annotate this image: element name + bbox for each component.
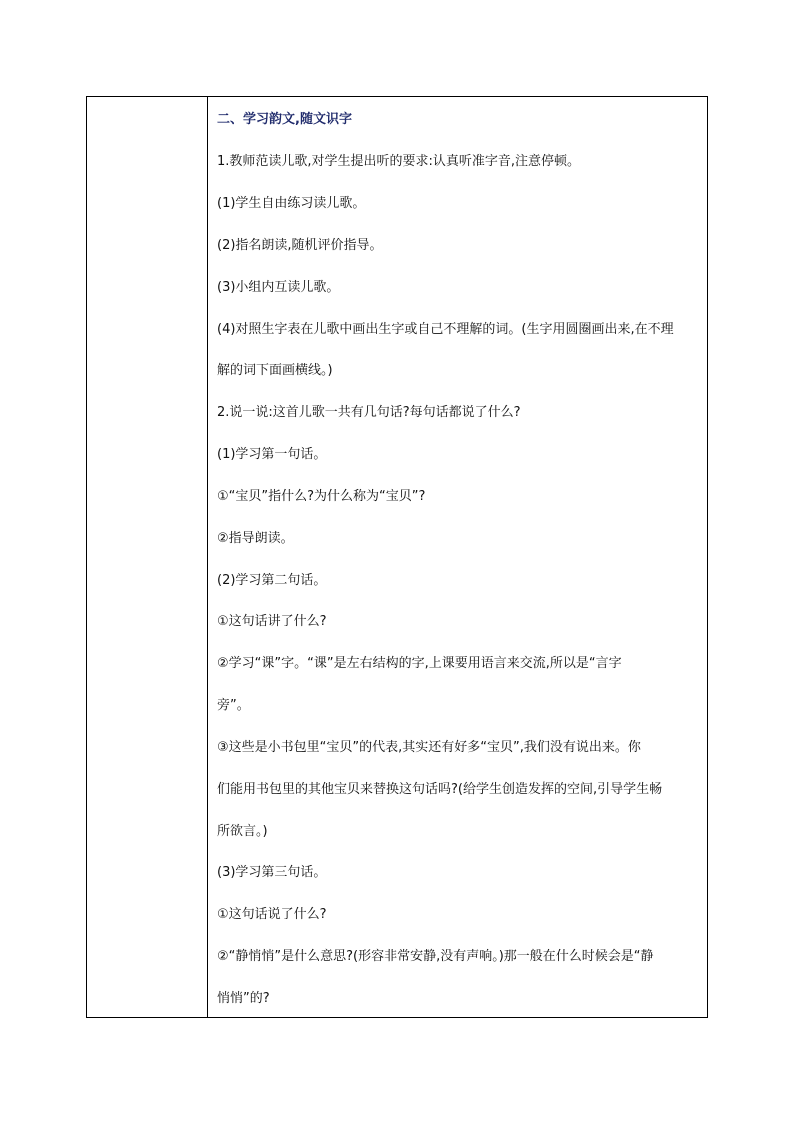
text-line: (3)小组内互读儿歌。 [217,280,340,295]
text-line: 悄悄”的? [217,991,270,1006]
text-line: ②指导朗读。 [217,531,294,546]
text-line: (1)学生自由练习读儿歌。 [217,196,366,211]
text-line: 们能用书包里的其他宝贝来替换这句话吗?(给学生创造发挥的空间,引导学生畅 [217,782,663,797]
table-content-cell [208,97,707,1017]
table-left-cell [87,97,208,1017]
text-line: ①这句话说了什么? [217,907,327,922]
text-line: 旁”。 [217,698,250,713]
text-line: 解的词下面画横线。) [217,363,333,378]
text-line: (1)学习第一句话。 [217,447,327,462]
text-line: ②“静悄悄”是什么意思?(形容非常安静,没有声响。)那一般在什么时候会是“静 [217,949,654,964]
section-heading: 二、学习韵文,随文识字 [217,112,352,127]
text-line: ①“宝贝”指什么?为什么称为“宝贝”? [217,489,426,504]
lesson-plan-table [86,96,708,1018]
text-line: (2)指名朗读,随机评价指导。 [217,238,383,253]
text-line: ②学习“课”字。“课”是左右结构的字,上课要用语言来交流,所以是“言字 [217,656,622,671]
text-line: (3)学习第三句话。 [217,865,327,880]
text-line: (4)对照生字表在儿歌中画出生字或自己不理解的词。(生字用圆圈画出来,在不理 [217,322,674,337]
text-line: 2.说一说:这首儿歌一共有几句话?每句话都说了什么? [217,405,521,420]
text-line: 1.教师范读儿歌,对学生提出听的要求:认真听准字音,注意停顿。 [217,154,581,169]
text-line: (2)学习第二句话。 [217,573,327,588]
text-line: ③这些是小书包里“宝贝”的代表,其实还有好多“宝贝”,我们没有说出来。你 [217,740,641,755]
text-line: ①这句话讲了什么? [217,614,327,629]
text-line: 所欲言。) [217,824,268,839]
